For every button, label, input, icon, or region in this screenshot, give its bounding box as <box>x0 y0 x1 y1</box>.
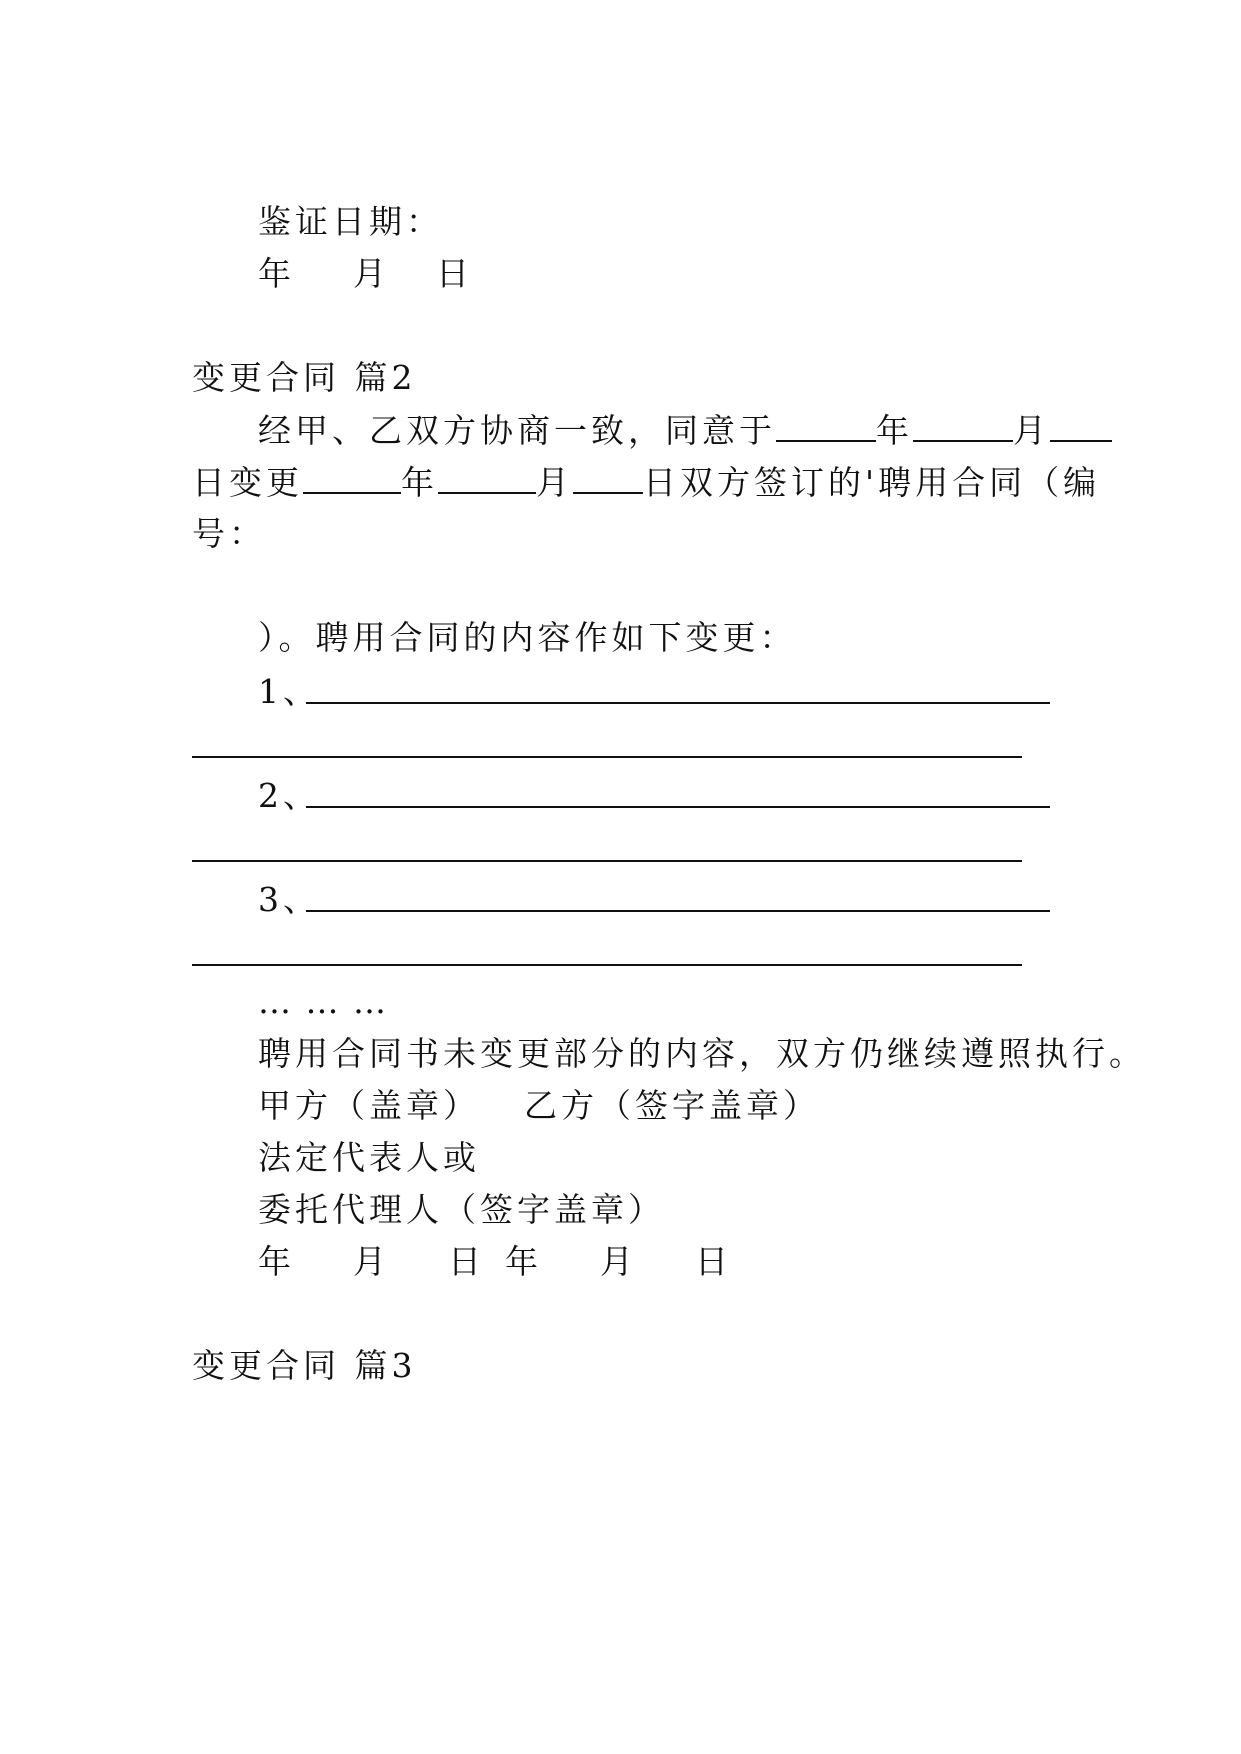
verification-date-label: 鉴证日期： <box>258 202 443 241</box>
intro-day-change: 日变更 <box>192 463 303 502</box>
blank-year-2 <box>303 462 401 494</box>
blank-year <box>776 410 876 442</box>
section-2-heading: 变更合同 篇2 <box>192 358 417 397</box>
unchanged-note: 聘用合同书未变更部分的内容，双方仍继续遵照执行。 <box>258 1034 1146 1073</box>
sign-day-a: 日 <box>448 1242 485 1281</box>
ellipsis: … … … <box>258 982 388 1021</box>
sign-day-b: 日 <box>695 1242 732 1281</box>
changes-intro: ）。聘用合同的内容作如下变更： <box>258 618 797 657</box>
intro-number-label: 号： <box>192 514 266 553</box>
change-item-2-label: 2、 <box>258 776 320 815</box>
blank-month <box>913 410 1013 442</box>
change-item-1-line-2 <box>192 756 1022 758</box>
verification-date-row <box>258 254 473 294</box>
sign-year-b: 年 <box>505 1242 542 1281</box>
intro-text: 经甲、乙双方协商一致，同意于 <box>258 411 776 450</box>
blank-day-2 <box>573 462 643 494</box>
intro-year: 年 <box>876 411 913 450</box>
blank-month-2 <box>438 462 536 494</box>
change-item-2-line-2 <box>192 860 1022 862</box>
party-b: 乙方（签字盖章） <box>524 1086 820 1125</box>
intro-tail: 日双方签订的'聘用合同（编 <box>643 463 1101 502</box>
change-item-1-line <box>306 702 1050 704</box>
parties-row <box>258 1086 820 1126</box>
sign-month-b: 月 <box>600 1242 637 1281</box>
sign-year-a: 年 <box>258 1242 295 1281</box>
intro-month-2: 月 <box>536 463 573 502</box>
intro-line-2 <box>192 462 1100 503</box>
authorized-agent: 委托代理人（签字盖章） <box>258 1190 665 1229</box>
change-item-2-line <box>306 806 1050 808</box>
date-day: 日 <box>436 254 473 293</box>
legal-representative: 法定代表人或 <box>258 1138 480 1177</box>
date-month: 月 <box>353 254 390 293</box>
signature-date-row <box>258 1242 732 1282</box>
intro-line-1 <box>258 410 1112 451</box>
change-item-3-label: 3、 <box>258 880 320 919</box>
change-item-1-label: 1、 <box>258 672 320 711</box>
section-3-heading: 变更合同 篇3 <box>192 1346 417 1385</box>
blank-day <box>1050 410 1112 442</box>
change-item-3-line <box>306 910 1050 912</box>
intro-month: 月 <box>1013 411 1050 450</box>
sign-month-a: 月 <box>353 1242 390 1281</box>
intro-year-2: 年 <box>401 463 438 502</box>
change-item-3-line-2 <box>192 964 1022 966</box>
date-year: 年 <box>258 254 295 293</box>
party-a: 甲方（盖章） <box>258 1086 480 1125</box>
